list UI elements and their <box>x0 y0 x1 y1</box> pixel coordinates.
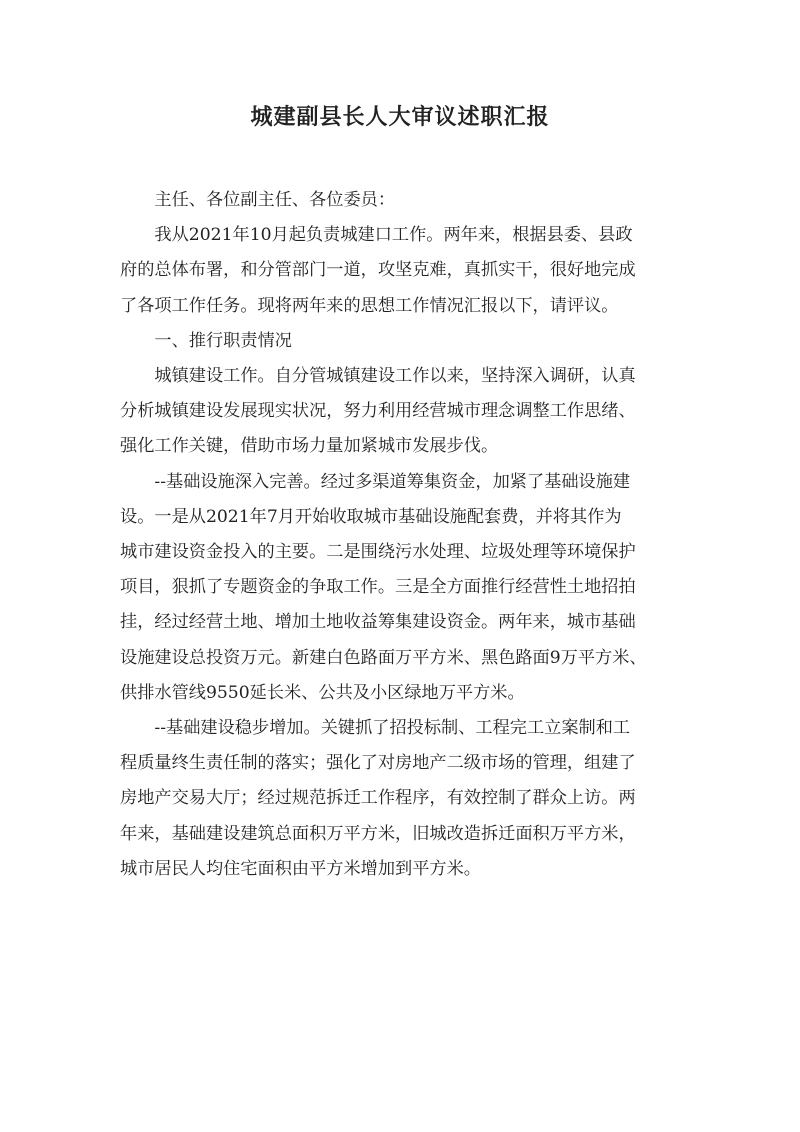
section-heading: 一、推行职责情况 <box>154 330 292 351</box>
paragraph-construction-growth: --基础建设稳步增加。关键抓了招投标制、工程完工立案制和工 程质量终生责任制的落实；强化了对房地产二级市场的管理，组建了 房地产交易大厅；经过规范拆迁工作程序，有效控制了群众上访。两 年来，基础建设建筑总面积万平方米，旧城改造拆迁面积万平方米， 城市居民人均住宅面积由平方米增加到平方米。 <box>120 718 636 879</box>
paragraph-infrastructure: --基础设施深入完善。经过多渠道筹集资金，加紧了基础设施建 设。一是从2021年7月开始收取城市基础设施配套费，并将其作为 城市建设资金投入的主要。二是围绕污水处理、垃圾处理等环境保护 项目，狠抓了专题资金的争取工作。三是全方面推行经营性土地招拍 挂，经过经营土地、增加土地收益筹集建设资金。两年来，城市基础 设施建设总投资万元。新建白色路面万平方米、黑色路面9万平方米、 供排水管线9550延长米、公共及小区绿地万平方米。 <box>120 471 647 703</box>
paragraph-urban-construction: 城镇建设工作。自分管城镇建设工作以来，坚持深入调研，认真 分析城镇建设发展现实状况，努力利用经营城市理念调整工作思绪、 强化工作关键，借助市场力量加紧城市发展步伐。 <box>120 366 636 457</box>
salutation: 主任、各位副主任、各位委员： <box>154 190 396 210</box>
paragraph-intro: 我从2021年10月起负责城建口工作。两年来，根据县委、县政 府的总体布署，和分管部门一道，攻坚克难，真抓实干，很好地完成 了各项工作任务。现将两年来的思想工作情况汇报以下，请评议。 <box>120 225 636 316</box>
document-body <box>120 183 682 887</box>
document-title: 城建副县长人大审议述职汇报 <box>250 104 550 130</box>
